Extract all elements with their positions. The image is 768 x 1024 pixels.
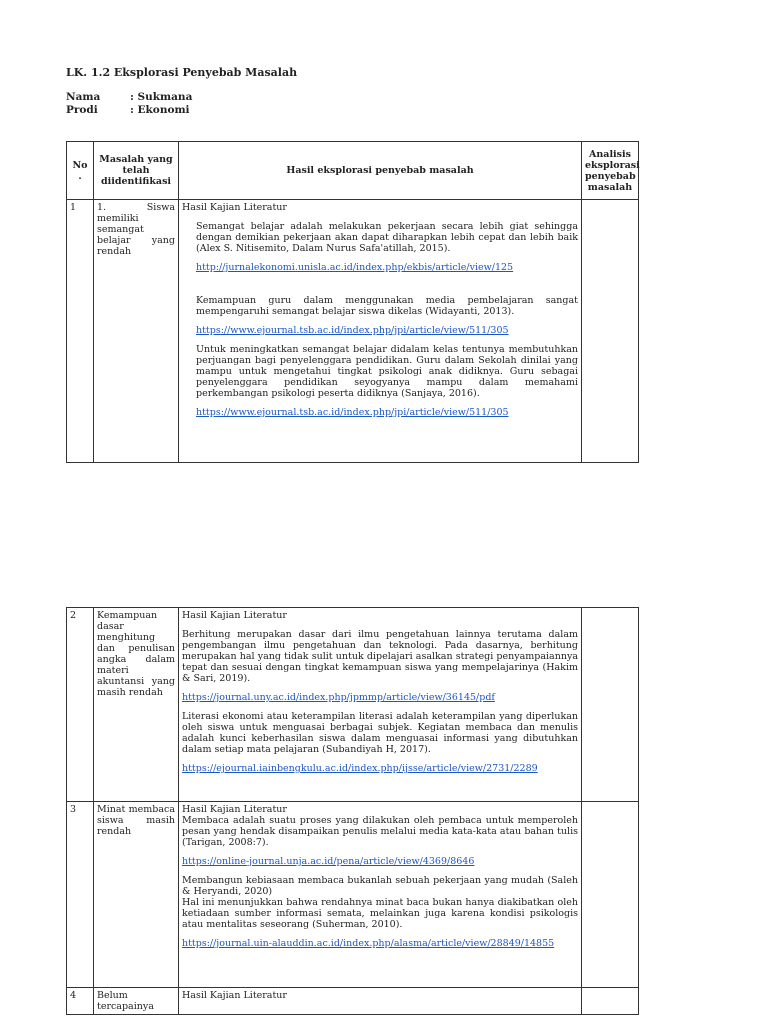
row-analisis (582, 802, 639, 988)
kajian-heading: Hasil Kajian Literatur (182, 202, 287, 213)
row-masalah: Minat membaca siswa masih rendah (94, 802, 179, 988)
paragraph: Hal ini menunjukkan bahwa rendahnya minat baca bukan hanya diakibatkan oleh ketiadaan sumber informasi semata, melainkan juga karena kondisi psikologis atau mentalitas seseorang (Suherman, 2010). (182, 897, 578, 930)
table-header-row (67, 142, 639, 200)
row-no: 3 (67, 802, 94, 988)
header-analisis: Analisis eksplorasi penyebab masalah (582, 142, 639, 200)
nama-value: : Sukmana (130, 91, 193, 103)
row-no: 1 (67, 200, 94, 463)
header-hasil: Hasil eksplorasi penyebab masalah (179, 142, 582, 200)
header-no: No . (67, 142, 94, 200)
row-masalah: 1. Siswa memiliki semangat belajar yang rendah (94, 200, 179, 463)
row-analisis (582, 200, 639, 463)
kajian-heading: Hasil Kajian Literatur (182, 990, 287, 1001)
paragraph: Literasi ekonomi atau keterampilan literasi adalah keterampilan yang diperlukan oleh siswa untuk menguasai berbagai subjek. Kegiatan membaca dan menulis adalah kunci keberhasilan siswa dalam menguasai informasi yang dibutuhkan dalam setiap mata pelajaran (Subandiyah H, 2017). (182, 711, 578, 755)
kajian-heading: Hasil Kajian Literatur (182, 804, 287, 815)
row-no: 4 (67, 988, 94, 1015)
row-hasil (179, 200, 582, 463)
reference-link[interactable]: http://jurnalekonomi.unisla.ac.id/index.php/ekbis/article/view/125 (196, 262, 514, 273)
row-no: 2 (67, 608, 94, 802)
table-row (67, 988, 639, 1015)
paragraph: Membaca adalah suatu proses yang dilakukan oleh pembaca untuk memperoleh pesan yang hendak disampaikan penulis melalui media kata-kata atau bahan tulis (Tarigan, 2008:7). (182, 815, 578, 848)
prodi-label: Prodi (66, 104, 98, 116)
prodi-line (66, 104, 190, 116)
document-title: LK. 1.2 Eksplorasi Penyebab Masalah (66, 66, 298, 79)
paragraph: Kemampuan guru dalam menggunakan media pembelajaran sangat mempengaruhi semangat belajar siswa dikelas (Widayanti, 2013). (196, 295, 578, 317)
paragraph: Membangun kebiasaan membaca bukanlah sebuah pekerjaan yang mudah (Saleh & Heryandi, 2020) (182, 875, 578, 897)
row-analisis (582, 608, 639, 802)
kajian-heading: Hasil Kajian Literatur (182, 610, 287, 621)
paragraph: Untuk meningkatkan semangat belajar didalam kelas tentunya membutuhkan perjuangan bagi penyelenggara pendidikan. Guru dalam Sekolah dinilai yang mampu untuk mengetahui tingkat psikologi anak didiknya. Guru sebagai penyelenggara pendidikan seyogyanya mampu dalam memahami perkembangan psikologi peserta didiknya (Sanjaya, 2016). (196, 344, 578, 399)
reference-link[interactable]: https://ejournal.iainbengkulu.ac.id/index.php/ijsse/article/view/2731/2289 (182, 763, 538, 774)
paragraph: Semangat belajar adalah melakukan pekerjaan secara lebih giat sehingga dengan demikian pekerjaan akan dapat diharapkan lebih cepat dan lebih baik (Alex S. Nitisemito, Dalam Nurus Safa'atillah, 2015). (196, 221, 578, 254)
row-analisis (582, 988, 639, 1015)
nama-line (66, 91, 192, 103)
header-masalah: Masalah yang telah diidentifikasi (94, 142, 179, 200)
row-masalah: Kemampuan dasar menghitung dan penulisan angka dalam materi akuntansi yang masih rendah (94, 608, 179, 802)
table-row (67, 200, 639, 463)
table-row (67, 802, 639, 988)
reference-link[interactable]: https://www.ejournal.tsb.ac.id/index.php/jpi/article/view/511/305 (196, 325, 509, 336)
eksplorasi-table-page2 (66, 607, 639, 1015)
reference-link[interactable]: https://online-journal.unja.ac.id/pena/article/view/4369/8646 (182, 856, 475, 867)
row-hasil (179, 608, 582, 802)
reference-link[interactable]: https://journal.uny.ac.id/index.php/jpmmp/article/view/36145/pdf (182, 692, 495, 703)
paragraph: Berhitung merupakan dasar dari ilmu pengetahuan lainnya terutama dalam pengembangan ilmu pengetahuan dan teknologi. Pada dasarnya, berhitung merupakan hal yang tidak sulit untuk dipelajari asalkan strategi penyampaiannya tepat dan sesuai dengan tingkat kemampuan siswa yang mempelajarinya (Hakim & Sari, 2019). (182, 629, 578, 684)
eksplorasi-table-page1 (66, 141, 639, 463)
row-masalah: Belum tercapainya (94, 988, 179, 1015)
nama-label: Nama (66, 91, 101, 103)
table-row (67, 608, 639, 802)
reference-link[interactable]: https://journal.uin-alauddin.ac.id/index.php/alasma/article/view/28849/14855 (182, 938, 555, 949)
reference-link[interactable]: https://www.ejournal.tsb.ac.id/index.php/jpi/article/view/511/305 (196, 407, 509, 418)
prodi-value: : Ekonomi (130, 104, 190, 116)
row-hasil (179, 988, 582, 1015)
row-hasil (179, 802, 582, 988)
